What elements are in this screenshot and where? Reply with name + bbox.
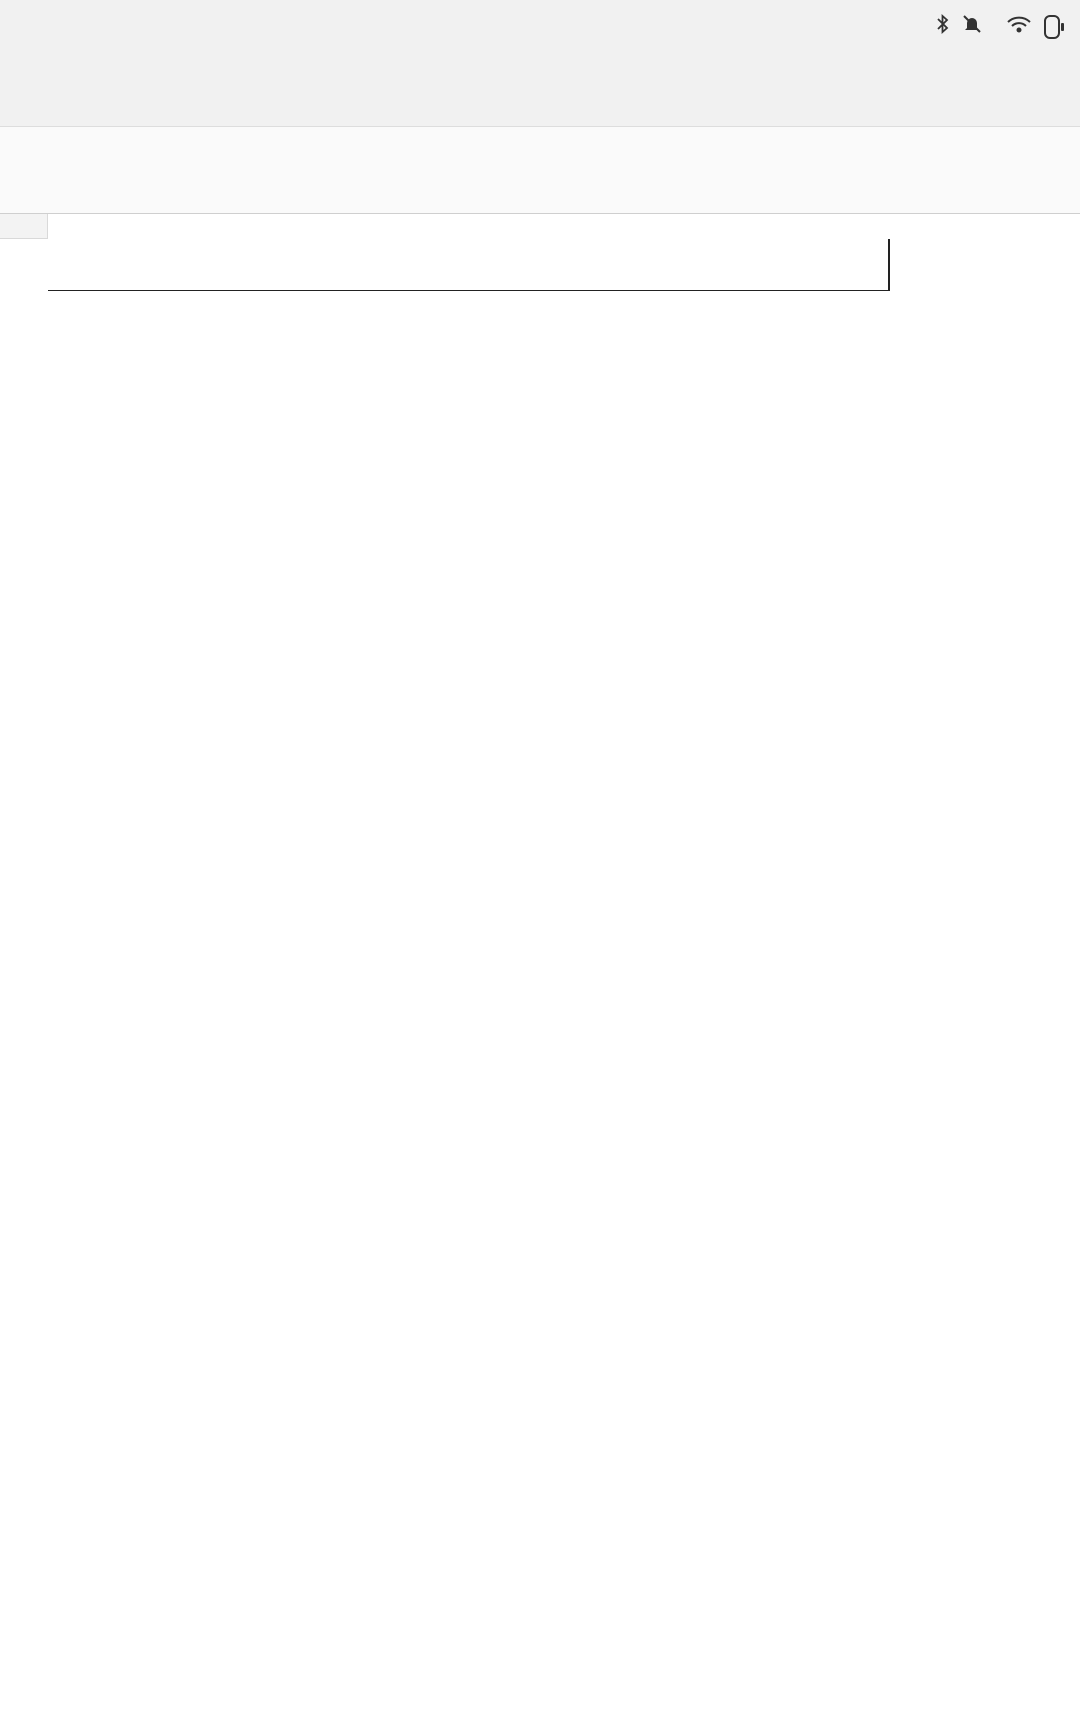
sheet-title[interactable] bbox=[48, 239, 890, 291]
file-header bbox=[0, 56, 1080, 126]
status-right bbox=[936, 14, 1060, 39]
battery-icon bbox=[1044, 15, 1060, 39]
select-all-corner[interactable] bbox=[0, 214, 48, 239]
sheet-tabs bbox=[0, 126, 1080, 214]
wifi-icon bbox=[1006, 14, 1032, 39]
mute-bell-icon bbox=[962, 14, 982, 39]
bluetooth-icon bbox=[936, 14, 950, 39]
spreadsheet-grid[interactable] bbox=[0, 214, 1080, 1728]
status-bar bbox=[0, 0, 1080, 56]
back-arrow-icon[interactable] bbox=[30, 72, 60, 106]
